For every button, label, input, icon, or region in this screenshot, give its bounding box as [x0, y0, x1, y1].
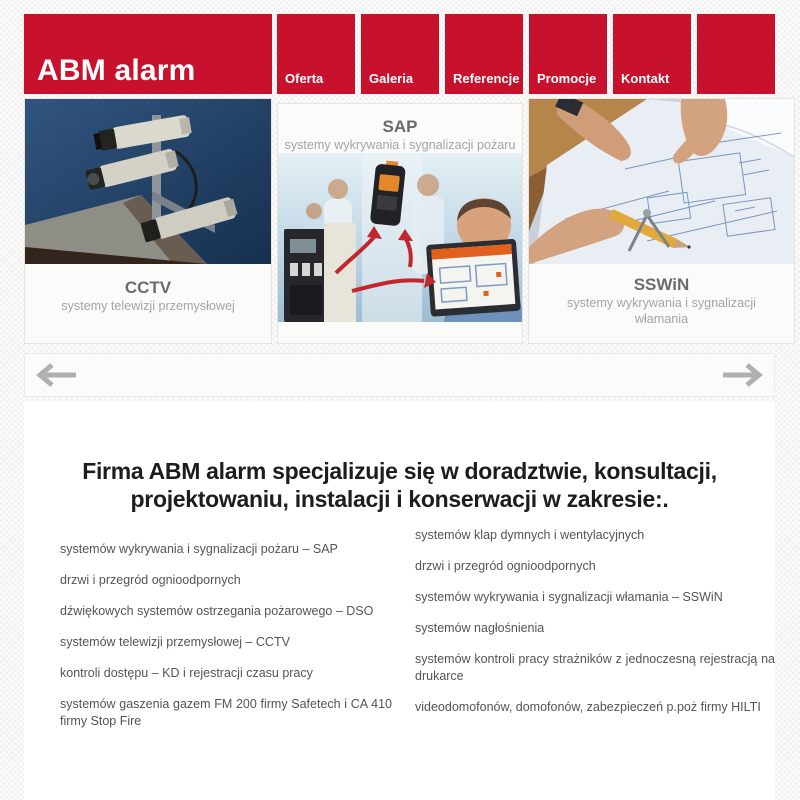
- slide-subtitle: systemy telewizji przemysłowej: [61, 299, 235, 313]
- cctv-cameras-photo: [25, 99, 271, 264]
- slide-title: SAP: [382, 117, 418, 136]
- main-content-card: [24, 401, 775, 800]
- slide-caption: [529, 264, 794, 327]
- blueprint-hands-photo: [529, 99, 794, 264]
- nav-item-label: Referencje: [453, 71, 520, 86]
- list-item: videodomofonów, domofonów, zabezpieczeń p.poż firmy HILTI: [415, 700, 761, 714]
- nav-item-label: Oferta: [285, 71, 324, 86]
- carousel-slide-sap[interactable]: [277, 103, 523, 344]
- carousel-prev-button[interactable]: [36, 362, 78, 388]
- nav-item-label: Galeria: [369, 71, 414, 86]
- nav-item-promocje[interactable]: [529, 14, 607, 94]
- slide-subtitle: systemy wykrywania i sygnalizacji włamania: [567, 296, 756, 326]
- left-arrow-icon: [36, 376, 78, 391]
- carousel-slide-cctv[interactable]: [24, 98, 272, 344]
- brand-name: ABM alarm: [37, 54, 196, 87]
- slide-subtitle: systemy wykrywania i sygnalizacji pożaru: [284, 138, 516, 152]
- page-title-line-2: projektowaniu, instalacji i konserwacji w zakresie:.: [130, 486, 669, 512]
- nav-item-kontakt[interactable]: [613, 14, 691, 94]
- list-item: drzwi i przegród ognioodpornych: [60, 573, 241, 587]
- slide-caption: [25, 264, 271, 314]
- list-item: systemów wykrywania i sygnalizacji włamania – SSWiN: [415, 590, 723, 604]
- right-arrow-icon: [721, 376, 763, 391]
- list-item: systemów kontroli pracy strażników z jednoczesną rejestracją na drukarce: [415, 652, 775, 683]
- nav-item-referencje[interactable]: [445, 14, 523, 94]
- carousel-slide-sswin[interactable]: [528, 98, 795, 344]
- list-item: systemów nagłośnienia: [415, 621, 545, 635]
- nav-item-oferta[interactable]: [277, 14, 355, 94]
- list-item: systemów telewizji przemysłowej – CCTV: [60, 635, 290, 649]
- services-list-left: [60, 541, 392, 744]
- carousel-next-button[interactable]: [721, 362, 763, 388]
- page-title: [24, 457, 775, 513]
- nav-item-label: Kontakt: [621, 71, 670, 86]
- nav-item-galeria[interactable]: [361, 14, 439, 94]
- list-item: kontroli dostępu – KD i rejestracji czasu pracy: [60, 666, 313, 680]
- nav-item-label: Promocje: [537, 71, 597, 86]
- list-item: systemów klap dymnych i wentylacyjnych: [415, 528, 645, 542]
- list-item: dźwiękowych systemów ostrzegania pożarowego – DSO: [60, 604, 374, 618]
- slide-title: SSWiN: [633, 275, 690, 294]
- nav-spacer-block: [697, 14, 775, 94]
- list-item: drzwi i przegród ognioodpornych: [415, 559, 596, 573]
- list-item: systemów gaszenia gazem FM 200 firmy Safetech i CA 410 firmy Stop Fire: [60, 697, 392, 728]
- logo-block[interactable]: [24, 14, 272, 94]
- slide-title: CCTV: [124, 278, 172, 297]
- carousel-controls-strip: [24, 353, 775, 397]
- slide-caption: [278, 104, 522, 153]
- fire-alarm-system-photo: [278, 153, 522, 322]
- page-title-line-1: Firma ABM alarm specjalizuje się w doradztwie, konsultacji,: [82, 458, 717, 484]
- list-item: systemów wykrywania i sygnalizacji pożaru – SAP: [60, 542, 338, 556]
- services-list-right: [415, 527, 775, 730]
